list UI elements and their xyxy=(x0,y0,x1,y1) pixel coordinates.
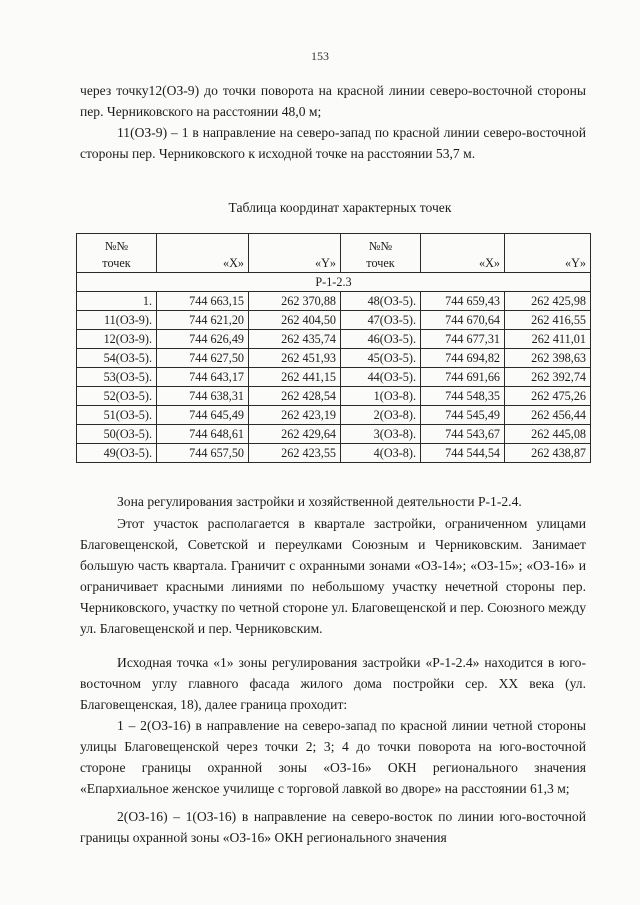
cell-y: 262 423,19 xyxy=(249,406,341,425)
cell-y: 262 370,88 xyxy=(249,292,341,311)
cell-point: 11(ОЗ-9). xyxy=(77,311,157,330)
table-row xyxy=(77,330,591,349)
cell-point-2: 45(ОЗ-5). xyxy=(341,349,421,368)
section-label: Р-1-2.3 xyxy=(77,273,591,292)
paragraph-origin-point: Исходная точка «1» зоны регулирования застройки «Р-1-2.4» находится в юго-восточном углу главного фасада жилого дома постройки сер. XX века (ул. Благовещенская, 18), далее граница проходит: xyxy=(80,655,586,712)
cell-x-2: 744 694,82 xyxy=(421,349,505,368)
cell-y-2: 262 456,44 xyxy=(505,406,591,425)
cell-point: 12(ОЗ-9). xyxy=(77,330,157,349)
cell-point-2: 1(ОЗ-8). xyxy=(341,387,421,406)
cell-x: 744 648,61 xyxy=(157,425,249,444)
cell-y-2: 262 438,87 xyxy=(505,444,591,463)
paragraph-segment-2-1: 2(ОЗ-16) – 1(ОЗ-16) в направление на северо-восток по линии юго-восточной границы охранной зоны «ОЗ-16» ОКН регионального значения xyxy=(80,809,586,845)
header-point-number-2: №№ точек xyxy=(341,234,421,273)
cell-point: 54(ОЗ-5). xyxy=(77,349,157,368)
cell-y-2: 262 425,98 xyxy=(505,292,591,311)
cell-point: 53(ОЗ-5). xyxy=(77,368,157,387)
cell-x: 744 626,49 xyxy=(157,330,249,349)
cell-y-2: 262 416,55 xyxy=(505,311,591,330)
cell-y-2: 262 445,08 xyxy=(505,425,591,444)
cell-y: 262 429,64 xyxy=(249,425,341,444)
cell-x-2: 744 545,49 xyxy=(421,406,505,425)
paragraph-zone-description: Этот участок располагается в квартале застройки, ограниченном улицами Благовещенской, Советской и переулками Союзным и Черниковским. Занимает большую часть квартала. Граничит с охранными зонами «ОЗ-14»; «ОЗ-15»; «ОЗ-16» и ограничивает красными линиями по небольшому участку нечетной стороны пер. Черниковского, участку по четной стороне ул. Благовещенской и пер. Союзного между ул. Благовещенской и пер. Черниковским. xyxy=(80,516,586,636)
header-point-number: №№ точек xyxy=(77,234,157,273)
cell-point: 50(ОЗ-5). xyxy=(77,425,157,444)
paragraph-segment-1-2: 1 – 2(ОЗ-16) в направление на северо-запад по красной линии четной стороны улицы Благовещенской через точки 2; 3; 4 до точки поворота на юго-восточной стороне границы охранной зоны «ОЗ-16» ОКН регионального значения «Епархиальное женское училище с торговой лавкой во дворе» на расстоянии 61,3 м; xyxy=(80,718,586,796)
table-section-row xyxy=(77,273,591,292)
cell-x-2: 744 543,67 xyxy=(421,425,505,444)
cell-y: 262 435,74 xyxy=(249,330,341,349)
cell-x-2: 744 670,64 xyxy=(421,311,505,330)
cell-point-2: 46(ОЗ-5). xyxy=(341,330,421,349)
cell-point-2: 48(ОЗ-5). xyxy=(341,292,421,311)
cell-x-2: 744 659,43 xyxy=(421,292,505,311)
table-header-row xyxy=(77,234,591,273)
table-row xyxy=(77,387,591,406)
cell-y-2: 262 475,26 xyxy=(505,387,591,406)
cell-x: 744 627,50 xyxy=(157,349,249,368)
paragraph-continuation: через точку12(ОЗ-9) до точки поворота на красной линии северо-восточной стороны пер. Черниковского на расстоянии 48,0 м; xyxy=(80,83,586,119)
cell-y-2: 262 392,74 xyxy=(505,368,591,387)
table-caption: Таблица координат характерных точек xyxy=(228,200,452,215)
cell-point: 49(ОЗ-5). xyxy=(77,444,157,463)
cell-y-2: 262 411,01 xyxy=(505,330,591,349)
cell-x-2: 744 548,35 xyxy=(421,387,505,406)
cell-point-2: 47(ОЗ-5). xyxy=(341,311,421,330)
cell-y-2: 262 398,63 xyxy=(505,349,591,368)
header-x-2: «X» xyxy=(421,234,505,273)
cell-point-2: 3(ОЗ-8). xyxy=(341,425,421,444)
table-row xyxy=(77,311,591,330)
cell-point: 52(ОЗ-5). xyxy=(77,387,157,406)
cell-x: 744 663,15 xyxy=(157,292,249,311)
cell-x: 744 643,17 xyxy=(157,368,249,387)
table-row xyxy=(77,425,591,444)
cell-x-2: 744 544,54 xyxy=(421,444,505,463)
paragraph-segment-11-1: 11(ОЗ-9) – 1 в направление на северо-запад по красной линии северо-восточной стороны пер. Черниковского к исходной точке на расстоянии 53,7 м. xyxy=(80,125,586,161)
table-row xyxy=(77,292,591,311)
cell-point: 1. xyxy=(77,292,157,311)
header-y-2: «Y» xyxy=(505,234,591,273)
cell-x: 744 657,50 xyxy=(157,444,249,463)
cell-y: 262 423,55 xyxy=(249,444,341,463)
cell-y: 262 404,50 xyxy=(249,311,341,330)
zone-heading: Зона регулирования застройки и хозяйственной деятельности Р-1-2.4. xyxy=(117,494,522,509)
page-number: 153 xyxy=(311,49,329,63)
table-row xyxy=(77,349,591,368)
cell-x: 744 645,49 xyxy=(157,406,249,425)
cell-point-2: 2(ОЗ-8). xyxy=(341,406,421,425)
cell-point: 51(ОЗ-5). xyxy=(77,406,157,425)
cell-x: 744 621,20 xyxy=(157,311,249,330)
cell-x: 744 638,31 xyxy=(157,387,249,406)
table-row xyxy=(77,368,591,387)
cell-x-2: 744 691,66 xyxy=(421,368,505,387)
cell-x-2: 744 677,31 xyxy=(421,330,505,349)
cell-point-2: 44(ОЗ-5). xyxy=(341,368,421,387)
cell-point-2: 4(ОЗ-8). xyxy=(341,444,421,463)
header-x: «X» xyxy=(157,234,249,273)
header-y: «Y» xyxy=(249,234,341,273)
cell-y: 262 441,15 xyxy=(249,368,341,387)
table-row xyxy=(77,444,591,463)
cell-y: 262 428,54 xyxy=(249,387,341,406)
cell-y: 262 451,93 xyxy=(249,349,341,368)
coordinates-table xyxy=(76,233,591,463)
table-row xyxy=(77,406,591,425)
